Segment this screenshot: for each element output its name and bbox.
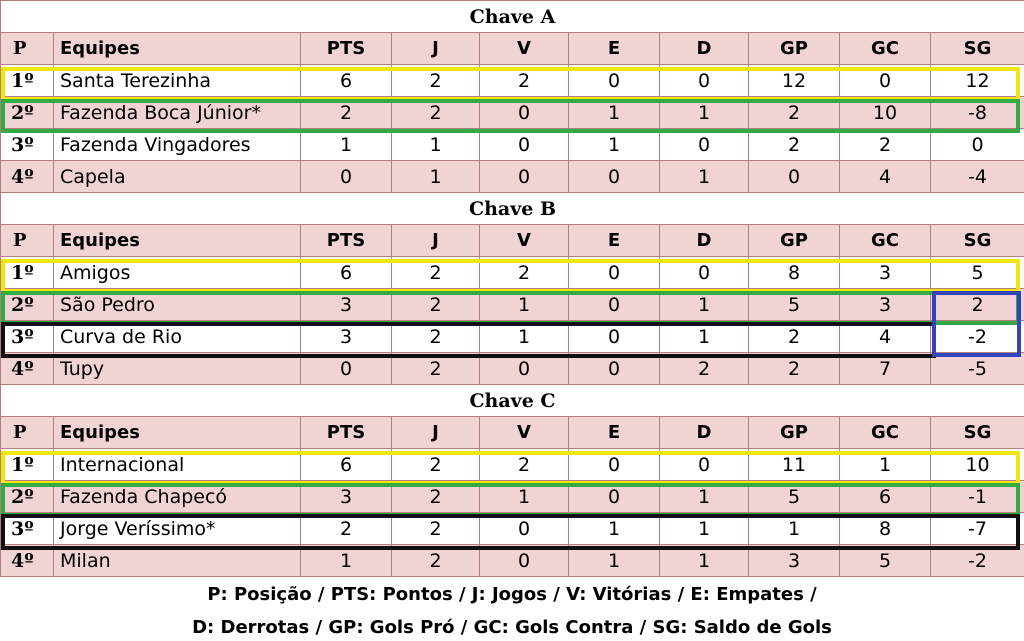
cell-d: 1 bbox=[660, 289, 749, 321]
cell-gp: 1 bbox=[749, 513, 840, 545]
cell-v: 1 bbox=[480, 289, 569, 321]
header-team: Equipes bbox=[54, 417, 301, 449]
cell-d: 1 bbox=[660, 321, 749, 353]
header-v: V bbox=[480, 417, 569, 449]
legend-line-2: D: Derrotas / GP: Gols Pró / GC: Gols Contra / SG: Saldo de Gols bbox=[192, 617, 832, 638]
cell-d: 0 bbox=[660, 65, 749, 97]
header-sg: SG bbox=[931, 225, 1024, 257]
header-v: V bbox=[480, 33, 569, 65]
cell-j: 2 bbox=[392, 449, 480, 481]
cell-pos: 4º bbox=[1, 353, 54, 385]
header-gc: GC bbox=[840, 417, 931, 449]
group-title-row bbox=[1, 193, 1024, 225]
header-pos: P bbox=[1, 33, 54, 65]
header-e: E bbox=[569, 417, 660, 449]
cell-d: 1 bbox=[660, 545, 749, 577]
cell-v: 0 bbox=[480, 161, 569, 193]
cell-j: 2 bbox=[392, 257, 480, 289]
cell-d: 0 bbox=[660, 257, 749, 289]
cell-e: 1 bbox=[569, 129, 660, 161]
header-gp: GP bbox=[749, 33, 840, 65]
cell-d: 1 bbox=[660, 481, 749, 513]
cell-j: 2 bbox=[392, 289, 480, 321]
cell-gc: 4 bbox=[840, 161, 931, 193]
table-row bbox=[1, 65, 1024, 97]
cell-gc: 10 bbox=[840, 97, 931, 129]
header-row bbox=[1, 417, 1024, 449]
header-e: E bbox=[569, 225, 660, 257]
cell-gp: 5 bbox=[749, 289, 840, 321]
cell-pts: 6 bbox=[301, 449, 392, 481]
cell-gp: 2 bbox=[749, 321, 840, 353]
cell-e: 0 bbox=[569, 289, 660, 321]
cell-team: Fazenda Vingadores bbox=[54, 129, 301, 161]
cell-j: 2 bbox=[392, 97, 480, 129]
cell-sg: 12 bbox=[931, 65, 1024, 97]
header-gc: GC bbox=[840, 225, 931, 257]
cell-gp: 3 bbox=[749, 545, 840, 577]
table-row bbox=[1, 449, 1024, 481]
cell-sg: -1 bbox=[931, 481, 1024, 513]
cell-d: 0 bbox=[660, 449, 749, 481]
cell-sg: 5 bbox=[931, 257, 1024, 289]
table-row bbox=[1, 257, 1024, 289]
header-j: J bbox=[392, 33, 480, 65]
cell-gc: 4 bbox=[840, 321, 931, 353]
cell-gc: 2 bbox=[840, 129, 931, 161]
header-row bbox=[1, 33, 1024, 65]
cell-v: 1 bbox=[480, 321, 569, 353]
cell-gp: 5 bbox=[749, 481, 840, 513]
cell-team: Jorge Veríssimo* bbox=[54, 513, 301, 545]
cell-j: 1 bbox=[392, 129, 480, 161]
cell-v: 0 bbox=[480, 513, 569, 545]
header-d: D bbox=[660, 417, 749, 449]
group-title: Chave C bbox=[1, 385, 1024, 417]
cell-sg: 2 bbox=[931, 289, 1024, 321]
cell-v: 0 bbox=[480, 97, 569, 129]
cell-sg: -7 bbox=[931, 513, 1024, 545]
header-sg: SG bbox=[931, 417, 1024, 449]
header-e: E bbox=[569, 33, 660, 65]
cell-v: 2 bbox=[480, 65, 569, 97]
cell-e: 0 bbox=[569, 449, 660, 481]
cell-v: 0 bbox=[480, 545, 569, 577]
header-row bbox=[1, 225, 1024, 257]
cell-pos: 2º bbox=[1, 97, 54, 129]
table-row bbox=[1, 481, 1024, 513]
cell-e: 0 bbox=[569, 161, 660, 193]
cell-pos: 1º bbox=[1, 65, 54, 97]
cell-pts: 1 bbox=[301, 545, 392, 577]
legend-line-1: P: Posição / PTS: Pontos / J: Jogos / V: Vitórias / E: Empates / bbox=[207, 584, 817, 605]
cell-d: 0 bbox=[660, 129, 749, 161]
cell-e: 1 bbox=[569, 97, 660, 129]
cell-sg: -2 bbox=[931, 321, 1024, 353]
cell-v: 2 bbox=[480, 449, 569, 481]
cell-sg: -8 bbox=[931, 97, 1024, 129]
cell-e: 1 bbox=[569, 545, 660, 577]
header-gp: GP bbox=[749, 417, 840, 449]
table-row bbox=[1, 353, 1024, 385]
header-j: J bbox=[392, 417, 480, 449]
header-pos: P bbox=[1, 225, 54, 257]
group-title: Chave B bbox=[1, 193, 1024, 225]
cell-pts: 0 bbox=[301, 353, 392, 385]
cell-pos: 3º bbox=[1, 129, 54, 161]
cell-sg: -5 bbox=[931, 353, 1024, 385]
header-pts: PTS bbox=[301, 33, 392, 65]
cell-gp: 0 bbox=[749, 161, 840, 193]
cell-pos: 4º bbox=[1, 161, 54, 193]
cell-sg: -4 bbox=[931, 161, 1024, 193]
table-row bbox=[1, 97, 1024, 129]
cell-sg: 10 bbox=[931, 449, 1024, 481]
cell-e: 0 bbox=[569, 353, 660, 385]
cell-j: 2 bbox=[392, 513, 480, 545]
cell-e: 0 bbox=[569, 321, 660, 353]
cell-team: Amigos bbox=[54, 257, 301, 289]
cell-team: Capela bbox=[54, 161, 301, 193]
table-row bbox=[1, 289, 1024, 321]
cell-d: 2 bbox=[660, 353, 749, 385]
cell-team: Tupy bbox=[54, 353, 301, 385]
group-title: Chave A bbox=[1, 1, 1024, 33]
header-pos: P bbox=[1, 417, 54, 449]
cell-gp: 2 bbox=[749, 129, 840, 161]
cell-j: 2 bbox=[392, 321, 480, 353]
cell-d: 1 bbox=[660, 161, 749, 193]
cell-gc: 0 bbox=[840, 65, 931, 97]
cell-v: 0 bbox=[480, 129, 569, 161]
cell-v: 1 bbox=[480, 481, 569, 513]
cell-team: Internacional bbox=[54, 449, 301, 481]
cell-j: 2 bbox=[392, 481, 480, 513]
header-team: Equipes bbox=[54, 33, 301, 65]
header-v: V bbox=[480, 225, 569, 257]
cell-gc: 8 bbox=[840, 513, 931, 545]
header-d: D bbox=[660, 33, 749, 65]
cell-gc: 3 bbox=[840, 257, 931, 289]
header-d: D bbox=[660, 225, 749, 257]
cell-pts: 6 bbox=[301, 257, 392, 289]
group-title-row bbox=[1, 385, 1024, 417]
header-gc: GC bbox=[840, 33, 931, 65]
cell-team: Milan bbox=[54, 545, 301, 577]
header-gp: GP bbox=[749, 225, 840, 257]
cell-team: Santa Terezinha bbox=[54, 65, 301, 97]
cell-sg: 0 bbox=[931, 129, 1024, 161]
cell-e: 0 bbox=[569, 65, 660, 97]
table-row bbox=[1, 545, 1024, 577]
cell-team: Fazenda Chapecó bbox=[54, 481, 301, 513]
cell-pos: 1º bbox=[1, 449, 54, 481]
cell-pos: 4º bbox=[1, 545, 54, 577]
cell-gc: 7 bbox=[840, 353, 931, 385]
cell-pts: 2 bbox=[301, 513, 392, 545]
cell-pts: 3 bbox=[301, 321, 392, 353]
cell-pos: 1º bbox=[1, 257, 54, 289]
cell-pts: 3 bbox=[301, 481, 392, 513]
header-team: Equipes bbox=[54, 225, 301, 257]
cell-pos: 2º bbox=[1, 481, 54, 513]
cell-gp: 8 bbox=[749, 257, 840, 289]
cell-team: Fazenda Boca Júnior* bbox=[54, 97, 301, 129]
table-row bbox=[1, 513, 1024, 545]
cell-gc: 1 bbox=[840, 449, 931, 481]
cell-pts: 2 bbox=[301, 97, 392, 129]
table-row bbox=[1, 321, 1024, 353]
cell-gc: 6 bbox=[840, 481, 931, 513]
header-pts: PTS bbox=[301, 417, 392, 449]
cell-gc: 5 bbox=[840, 545, 931, 577]
cell-d: 1 bbox=[660, 513, 749, 545]
cell-e: 1 bbox=[569, 513, 660, 545]
cell-pos: 3º bbox=[1, 321, 54, 353]
header-sg: SG bbox=[931, 33, 1024, 65]
cell-gp: 11 bbox=[749, 449, 840, 481]
cell-j: 2 bbox=[392, 545, 480, 577]
table-row bbox=[1, 161, 1024, 193]
cell-pos: 3º bbox=[1, 513, 54, 545]
cell-gp: 2 bbox=[749, 353, 840, 385]
header-pts: PTS bbox=[301, 225, 392, 257]
cell-j: 1 bbox=[392, 161, 480, 193]
cell-team: São Pedro bbox=[54, 289, 301, 321]
group-title-row bbox=[1, 1, 1024, 33]
cell-team: Curva de Rio bbox=[54, 321, 301, 353]
cell-gp: 12 bbox=[749, 65, 840, 97]
cell-pos: 2º bbox=[1, 289, 54, 321]
cell-j: 2 bbox=[392, 65, 480, 97]
cell-pts: 1 bbox=[301, 129, 392, 161]
cell-pts: 0 bbox=[301, 161, 392, 193]
cell-v: 2 bbox=[480, 257, 569, 289]
header-j: J bbox=[392, 225, 480, 257]
cell-v: 0 bbox=[480, 353, 569, 385]
cell-d: 1 bbox=[660, 97, 749, 129]
cell-sg: -2 bbox=[931, 545, 1024, 577]
cell-j: 2 bbox=[392, 353, 480, 385]
cell-gp: 2 bbox=[749, 97, 840, 129]
cell-pts: 6 bbox=[301, 65, 392, 97]
cell-gc: 3 bbox=[840, 289, 931, 321]
table-row bbox=[1, 129, 1024, 161]
cell-e: 0 bbox=[569, 481, 660, 513]
cell-e: 0 bbox=[569, 257, 660, 289]
cell-pts: 3 bbox=[301, 289, 392, 321]
